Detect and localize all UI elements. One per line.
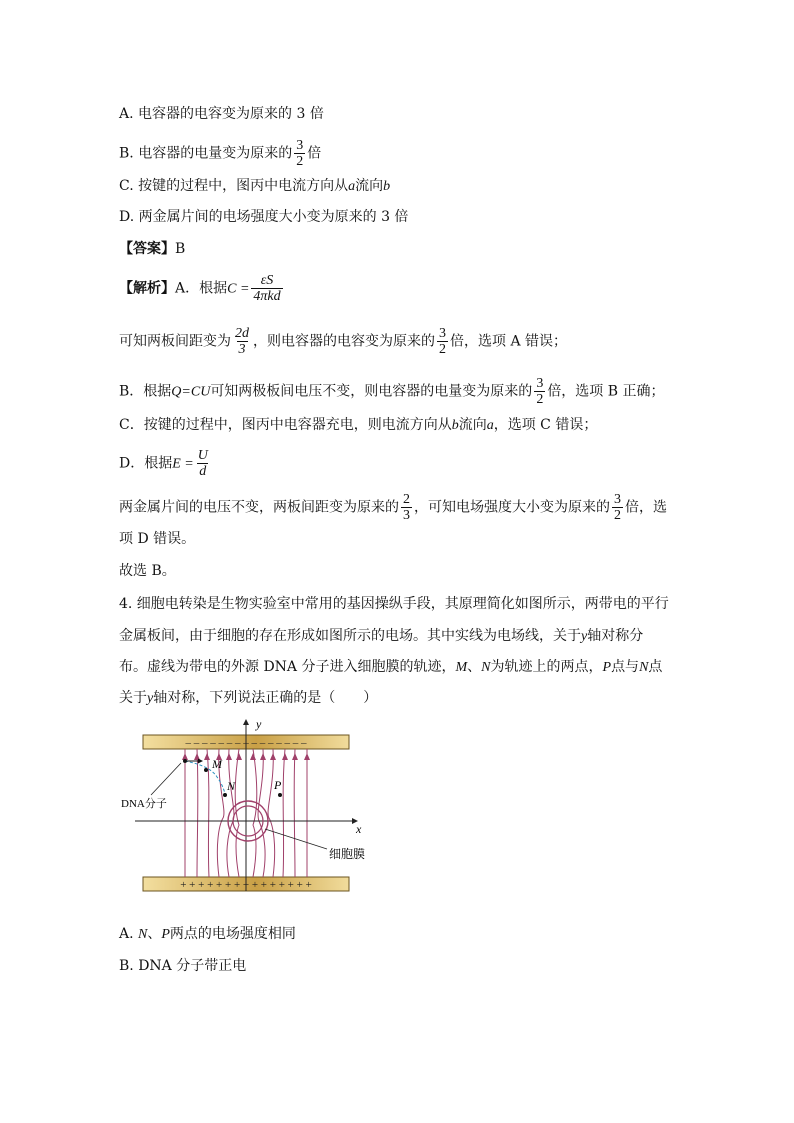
fraction-numerator: 3 (296, 138, 304, 153)
option-a: A. 电容器的电容变为原来的 3 倍 (119, 106, 324, 122)
field-line (268, 749, 275, 877)
formula: Q=CU (171, 384, 211, 400)
analysis-text: 可知两极板间电压不变，则电容器的电量变为原来的 (210, 383, 533, 400)
analysis-text: B．根据 (119, 383, 172, 400)
field-line (283, 749, 285, 877)
fraction (233, 326, 251, 357)
fraction-denominator: 2 (536, 392, 544, 407)
analysis-d2 (119, 492, 667, 523)
analysis-label: 【解析】 (119, 280, 175, 297)
analysis-text: 两金属片间的电压不变，两板间距变为原来的 (119, 499, 399, 516)
var-a: a (486, 418, 494, 433)
var-b: b (383, 179, 391, 194)
answer-label: 【答案】 (119, 241, 175, 257)
formula-lhs: E = (172, 456, 194, 472)
label-P: P (274, 778, 282, 792)
fraction-numerator: εS (260, 273, 274, 288)
point-N (223, 793, 227, 797)
analysis-text: 可知两板间距变为 (119, 333, 231, 350)
point-P (278, 793, 282, 797)
arrow-icon (226, 753, 232, 760)
question4-line1: 4. 细胞电转染是生物实验室中常用的基因操纵手段，其原理简化如图所示，两带电的平行 (119, 596, 669, 612)
fraction-numerator: 3 (439, 326, 446, 341)
arrow-icon (304, 753, 310, 760)
fraction-denominator: d (199, 464, 207, 479)
analysis-text: A．根据 (175, 280, 228, 297)
fraction-numerator: 2 (403, 492, 410, 507)
analysis-text: 倍，选 (625, 499, 667, 516)
y-axis-arrow-icon (243, 719, 249, 725)
arrow-icon (182, 753, 188, 760)
var-y: y (147, 691, 154, 706)
point-M (204, 768, 208, 772)
dna-pointer (151, 763, 181, 795)
fraction (534, 376, 545, 407)
arrow-icon (282, 753, 288, 760)
fraction (401, 492, 412, 523)
fraction-denominator: 2 (439, 342, 446, 357)
x-axis-label: x (356, 822, 362, 836)
var-P: P (161, 927, 170, 942)
fraction-numerator: 3 (536, 376, 544, 391)
var-N: N (138, 927, 148, 942)
analysis-conclusion: 故选 B。 (119, 563, 176, 579)
option-b (119, 138, 321, 169)
field-line (294, 749, 295, 877)
fraction (437, 326, 448, 357)
field-line (227, 749, 234, 877)
question4-line2 (119, 626, 643, 647)
analysis-text: 流向 (458, 417, 487, 433)
analysis-a (119, 273, 285, 304)
option-text: 、 (147, 926, 162, 942)
analysis-d3: 项 D 错误。 (119, 531, 196, 547)
q4-option-a (119, 924, 296, 945)
var-P: P (602, 660, 612, 675)
var-a: a (348, 179, 356, 194)
field-line (207, 749, 209, 877)
fraction-numerator: 2d (235, 326, 249, 341)
fraction-denominator: 4πkd (253, 289, 281, 304)
q-text: 为轨迹上的两点， (490, 659, 603, 675)
answer-value: B (175, 241, 186, 257)
option-b-text: B. 电容器的电量变为原来的 (119, 145, 293, 162)
fraction-denominator: 3 (403, 508, 410, 523)
arrow-icon (194, 753, 200, 760)
arrow-icon (198, 759, 203, 764)
arrow-icon (250, 753, 256, 760)
fraction-numerator: 3 (614, 492, 621, 507)
question4-line3 (119, 657, 662, 678)
arrow-icon (292, 753, 298, 760)
q-text: 布。虚线为带电的外源 DNA 分子进入细胞膜的轨迹， (119, 659, 456, 675)
q-text: 点与 (611, 659, 640, 675)
fraction-numerator: U (197, 448, 208, 463)
field-line (258, 749, 265, 877)
top-plate-charges: – – – – – – – – – – – – – – – (185, 737, 307, 749)
label-N: N (227, 779, 236, 793)
analysis-b (119, 376, 665, 407)
analysis-text: ，则电容器的电容变为原来的 (253, 333, 435, 350)
membrane-label: 细胞膜 (329, 847, 366, 861)
option-c-text: C. 按键的过程中，图丙中电流方向从 (119, 178, 349, 194)
analysis-text: C．按键的过程中，图丙中电容器充电，则电流方向从 (119, 417, 452, 433)
formula-lhs: C = (227, 281, 250, 297)
bottom-plate-charges: + + + + + + + + + + + + + + + (180, 879, 312, 891)
arrow-icon (236, 753, 242, 760)
q-text: 关于 (119, 690, 147, 706)
dna-label: DNA分子 (121, 798, 167, 810)
option-c-mid: 流向 (355, 178, 384, 194)
field-line (253, 749, 257, 877)
var-y: y (581, 629, 588, 644)
option-d: D. 两金属片间的电场强度大小变为原来的 3 倍 (119, 209, 409, 225)
option-c (119, 176, 390, 197)
analysis-text: 倍，选项 B 正确； (547, 383, 665, 400)
fraction (251, 273, 282, 304)
var-N: N (481, 660, 491, 675)
analysis-text: 倍，选项 A 错误； (450, 333, 568, 350)
analysis-d (119, 448, 212, 479)
fraction-denominator: 2 (296, 154, 304, 169)
option-text: 两点的电场强度相同 (169, 926, 296, 942)
field-line (197, 749, 198, 877)
fraction (612, 492, 623, 523)
q-text: 金属板间，由于细胞的存在形成如图所示的电场。其中实线为电场线，关于 (119, 628, 581, 644)
var-b: b (451, 418, 459, 433)
q-text: 轴对称分 (587, 628, 644, 644)
arrow-icon (270, 753, 276, 760)
q-text: 轴对称，下列说法正确的是（ ） (153, 690, 378, 706)
analysis-text: D．根据 (119, 455, 173, 472)
analysis-text: ，选项 C 错误； (493, 417, 598, 433)
analysis-c (119, 415, 597, 436)
arrow-icon (204, 753, 210, 760)
q-text: 、 (467, 659, 482, 675)
fraction (294, 138, 305, 169)
question4-line4 (119, 688, 377, 709)
fraction-denominator: 2 (614, 508, 621, 523)
option-text: A. (119, 926, 139, 942)
fraction-denominator: 3 (238, 342, 246, 357)
electric-field-figure (115, 715, 370, 900)
analysis-a2 (119, 326, 567, 357)
var-N: N (639, 660, 649, 675)
analysis-text: ，可知电场强度大小变为原来的 (414, 499, 610, 516)
fraction (196, 448, 210, 479)
arrow-icon (260, 753, 266, 760)
label-M: M (212, 757, 222, 771)
answer-line (119, 239, 185, 259)
q4-option-b: B. DNA 分子带正电 (119, 958, 247, 974)
dna-molecule (183, 759, 187, 763)
q-text: 点 (648, 659, 663, 675)
option-b-suffix: 倍 (307, 145, 322, 162)
var-M: M (455, 660, 468, 675)
y-axis-label: y (256, 717, 262, 731)
